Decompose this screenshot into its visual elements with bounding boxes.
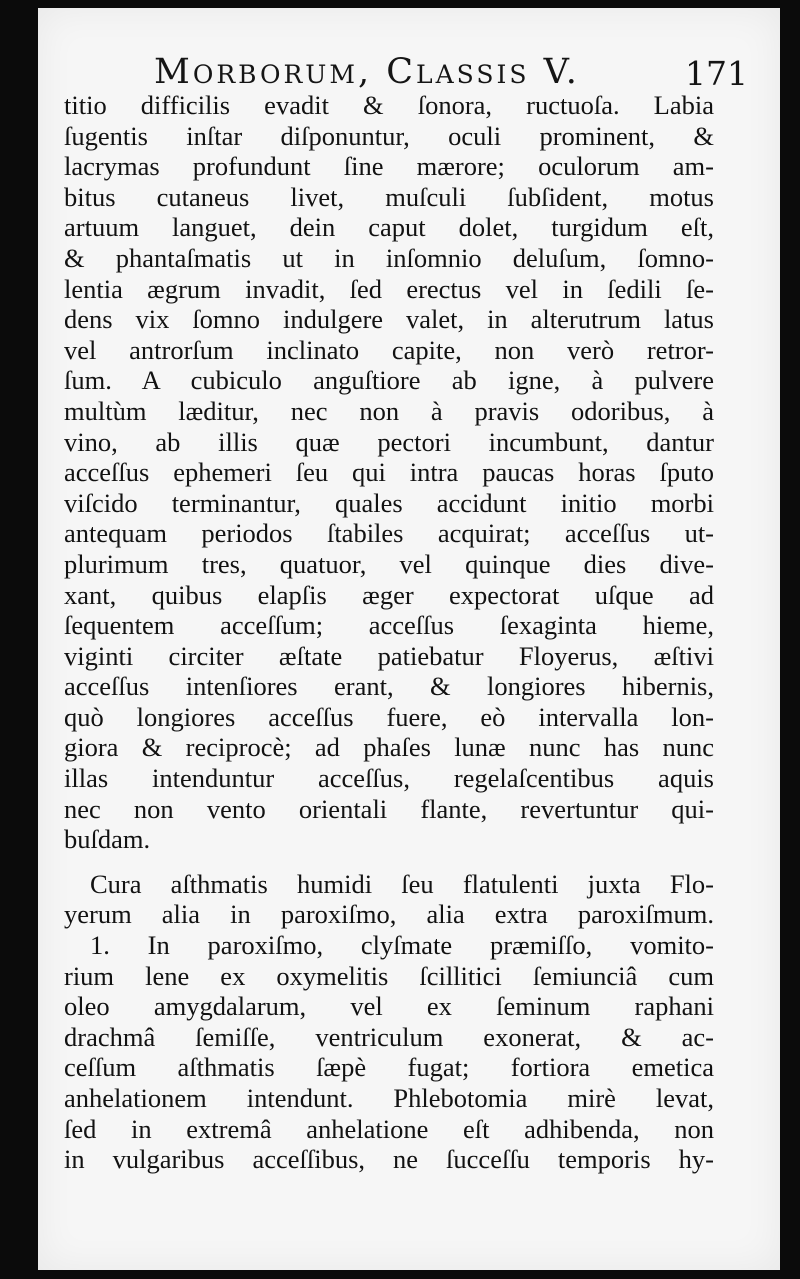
text-line: yerum alia in paroxiſmo, alia extra paroxiſmum.: [64, 899, 714, 930]
text-line: giora & reciprocè; ad phaſes lunæ nunc has nunc: [64, 732, 714, 763]
text-line: multùm læditur, nec non à pravis odoribus, à: [64, 395, 714, 426]
text-line: rium lene ex oxymelitis ſcillitici ſemiunciâ cum: [64, 960, 714, 991]
text-line: bitus cutaneus livet, muſculi ſubſident, motus: [64, 181, 714, 212]
text-line: quò longiores acceſſus fuere, eò intervalla lon-: [64, 701, 714, 732]
text-line: ſum. A cubiculo anguſtiore ab igne, à pulvere: [64, 365, 714, 396]
text-line: ſequentem acceſſum; acceſſus ſexaginta hieme,: [64, 610, 714, 641]
text-line: acceſſus ephemeri ſeu qui intra paucas horas ſputo: [64, 457, 714, 488]
text-line: ſugentis inſtar diſponuntur, oculi prominent, &: [64, 120, 714, 151]
page-number: 171: [685, 54, 748, 93]
text-line: in vulgaribus acceſſibus, ne ſucceſſu temporis hy-: [64, 1144, 714, 1175]
paragraph-3: [64, 930, 714, 1175]
text-line: antequam periodos ſtabiles acquirat; acceſſus ut-: [64, 518, 714, 549]
text-line: artuum languet, dein caput dolet, turgidum eſt,: [64, 212, 714, 243]
text-line: acceſſus intenſiores erant, & longiores hibernis,: [64, 671, 714, 702]
text-line: & phantaſmatis ut in inſomnio deluſum, ſomno-: [64, 242, 714, 273]
text-line: illas intenduntur acceſſus, regelaſcentibus aquis: [64, 763, 714, 794]
paragraph-1: [64, 90, 714, 855]
text-line: plurimum tres, quatuor, vel quinque dies dive-: [64, 548, 714, 579]
text-line: nec non vento orientali flante, revertuntur qui-: [64, 793, 714, 824]
text-line: vino, ab illis quæ pectori incumbunt, dantur: [64, 426, 714, 457]
running-title: Morborum, Classis V.: [154, 52, 580, 92]
text-line: titio difficilis evadit & ſonora, ructuoſa. Labia: [64, 90, 714, 120]
text-line: anhelationem intendunt. Phlebotomia mirè levat,: [64, 1083, 714, 1113]
text-line: ſed in extremâ anhelatione eſt adhibenda, non: [64, 1113, 714, 1144]
text-line: ceſſum aſthmatis ſæpè fugat; fortiora emetica: [64, 1052, 714, 1083]
paragraph-gap: [64, 855, 714, 869]
text-line: vel antrorſum inclinato capite, non verò retror-: [64, 334, 714, 365]
text-line: dens vix ſomno indulgere valet, in alterutrum latus: [64, 304, 714, 335]
text-line: Cura aſthmatis humidi ſeu flatulenti juxta Flo-: [90, 868, 714, 899]
text-line: buſdam.: [64, 824, 151, 855]
text-line: viſcido terminantur, quales accidunt initio morbi: [64, 487, 714, 518]
text-line: oleo amygdalarum, vel ex ſeminum raphani: [64, 991, 714, 1022]
text-line: drachmâ ſemiſſe, ventriculum exonerat, & ac-: [64, 1021, 714, 1052]
paragraph-2: [64, 869, 714, 930]
text-line: 1. In paroxiſmo, clyſmate præmiſſo, vomito-: [90, 930, 714, 961]
text-line: xant, quibus elapſis æger expectorat uſque ad: [64, 579, 714, 610]
text-line: lacrymas profundunt ſine mærore; oculorum am-: [64, 151, 714, 182]
text-line: lentia ægrum invadit, ſed erectus vel in ſedili ſe-: [64, 273, 714, 304]
body-text: [64, 90, 714, 1175]
text-line: viginti circiter æſtate patiebatur Floyerus, æſtivi: [64, 640, 714, 671]
